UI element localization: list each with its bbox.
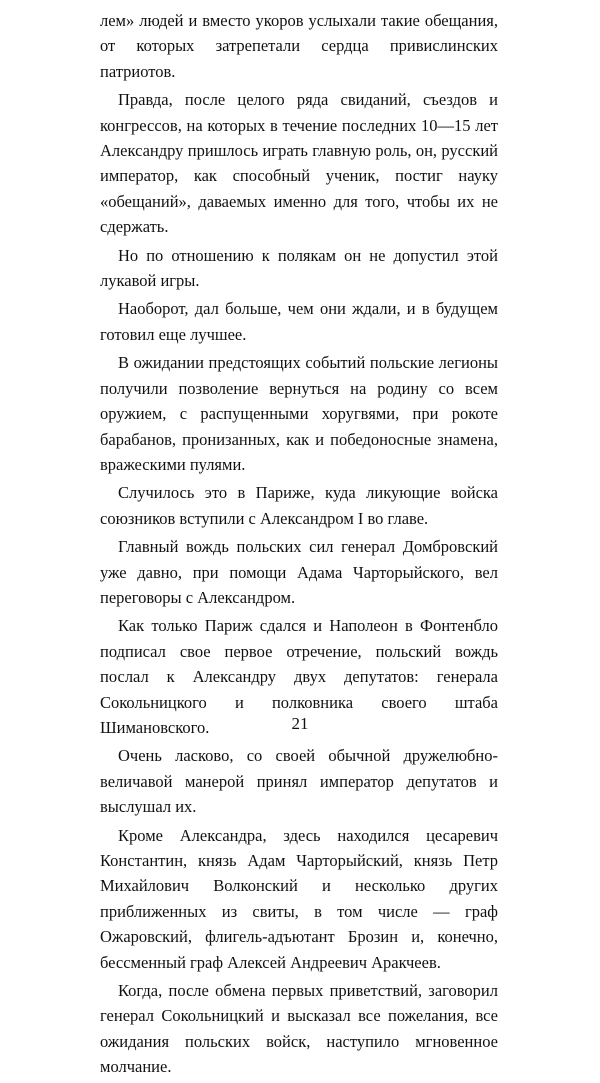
paragraph: лем» людей и вместо укоров услыхали такие обещания, от которых затрепетали сердца привислинских патриотов. (100, 11, 498, 81)
page-number: 21 (291, 714, 309, 733)
paragraph: Наоборот, дал больше, чем они ждали, и в будущем готовил еще лучшее. (100, 299, 498, 344)
paragraph: Но по отношению к полякам он не допустил этой лукавой игры. (100, 245, 498, 291)
paragraph: Кроме Александра, здесь находился цесаревич Константин, князь Адам Чарторыйский, князь Петр Михайлович Волконский и несколько других приближенных из свиты, в том числе — граф Ожаровский, флигель-адъютант Брозин и, конечно, бессменный граф Алексей Андреевич Аракчеев. (100, 825, 498, 972)
paragraph: Как только Париж сдался и Наполеон в Фонтенбло подписал свое первое отречение, польский вождь послал к Александру двух депутатов: генерала Сокольницкого и полковника своего штаба Шимановского. (100, 616, 498, 737)
paragraph: Когда, после обмена первых приветствий, заговорил генерал Сокольницкий и высказал все пожелания, все ожидания польских войск, наступило мгновенное молчание. (100, 981, 498, 1077)
body-text (100, 8, 498, 1083)
paragraph: Случилось это в Париже, куда ликующие войска союзников вступили с Александром I во главе. (100, 483, 498, 528)
paragraph: Правда, после целого ряда свиданий, съездов и конгрессов, на которых в течение последних 10—15 лет Александру пришлось играть главную роль, он, русский император, как способный ученик, постиг науку «обещаний», даваемых именно для того, чтобы их не сдержать. (100, 90, 498, 237)
paragraph: Главный вождь польских сил генерал Домбровский уже давно, при помощи Адама Чарторыйского, вел переговоры с Александром. (100, 537, 498, 607)
paragraph: В ожидании предстоящих событий польские легионы получили позволение вернуться на родину со всем оружием, с распущенными хоругвями, при рокоте барабанов, пронизанных, как и победоносные знамена, вражескими пулями. (100, 353, 498, 474)
paragraph: Очень ласково, со своей обычной дружелюбно-величавой манерой принял император депутатов и выслушал их. (100, 746, 498, 817)
